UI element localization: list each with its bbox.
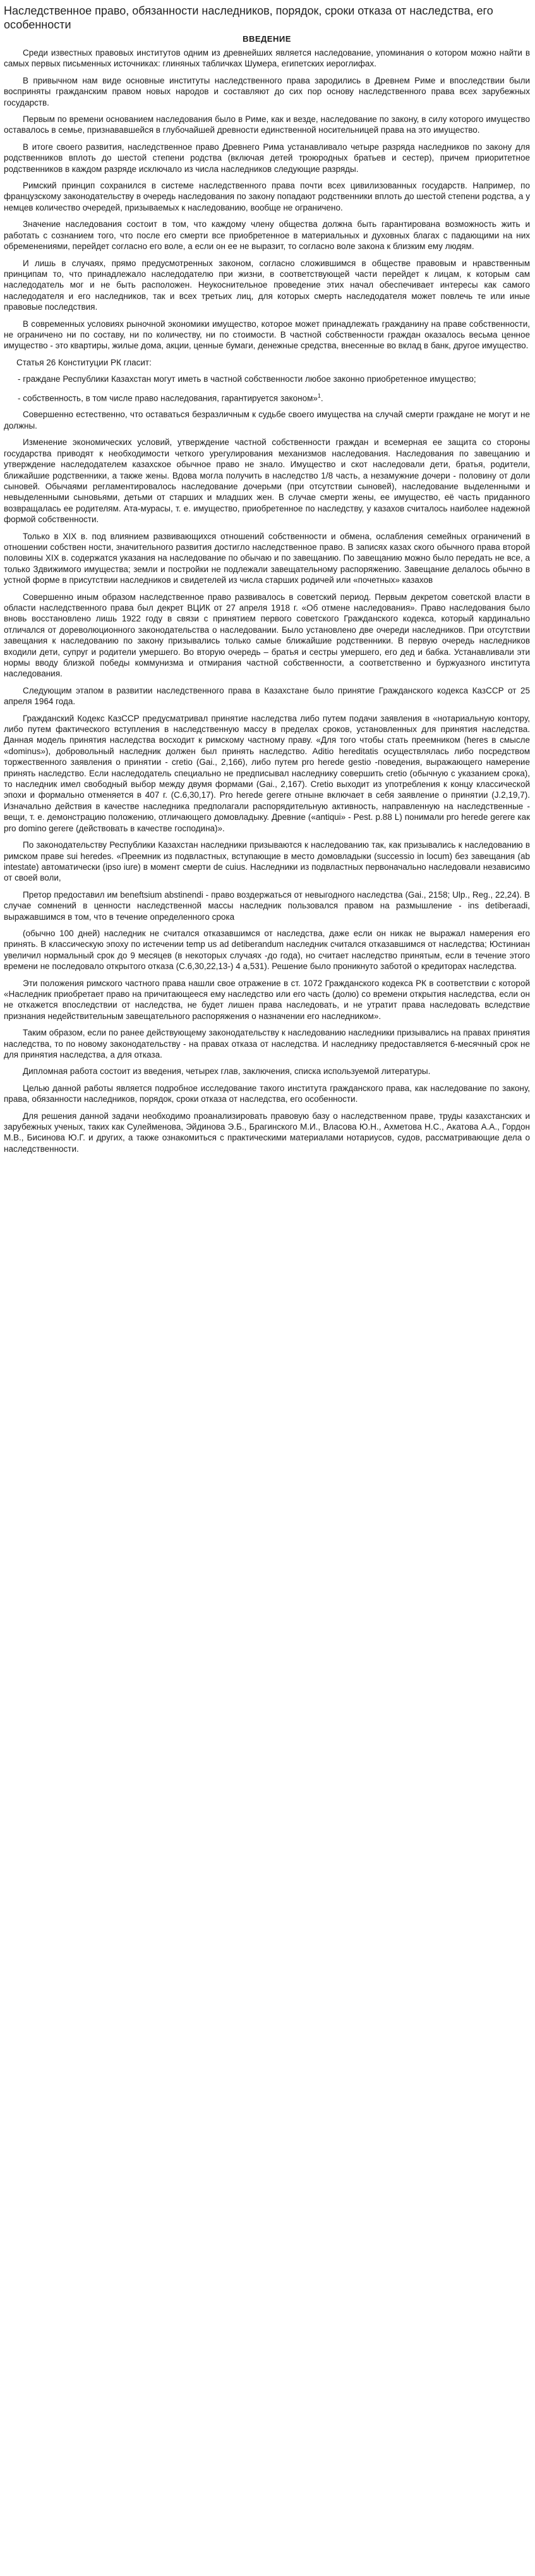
list-item-1: - граждане Республики Казахстан могут иметь в частной собственности любое законно приобретенное имущество; (18, 374, 476, 384)
footnote-marker: 1 (317, 392, 321, 399)
paragraph-12: Совершенно естественно, что оставаться безразличным к судьбе своего имущества на случай смерти граждане не могут и не должны. (4, 410, 530, 430)
paragraph-4: В итоге своего развития, наследственное право Древнего Рима устанавливало четыре разряда наследников по закону для родственников вплоть до шестой степени родства (включая детей троюродных братьев и сестер), причем приоритетное родственников в каждом разряде исключало из числа наследников следующие разряды. (4, 142, 530, 174)
paragraph-3: Первым по времени основанием наследования было в Риме, как и везде, наследование по закону, в силу которого имущество оставалось в семье, признававшейся в глубочайшей древности единственной носительницей права на это имущество. (4, 114, 530, 135)
paragraph-8: В современных условиях рыночной экономики имущество, которое может принадлежать гражданину на праве собственности, не ограничено ни по составу, ни по количеству, ни по стоимости. В частной собственности граждан оказалось весьма ценное имущество - это квартиры, жилые дома, акции, ценные бумаги, денежные средства, внесенные во вклад в банк, другое имущество. (4, 319, 530, 351)
paragraph-15: Совершенно иным образом наследственное право развивалось в советский период. Первым декретом советской власти в области наследственного права был декрет ВЦИК от 27 апреля 1918 г. «Об отмене наследования». Право наследования было вновь восстановлено лишь 1922 году в связи с принятием первого советского Гражданского кодекса, который кардинально отличался от дореволюционного законодательства о наследовании. Было установлено две очереди наследников. При отсутствии завещания к наследованию по закону призывались только самые ближайшие родственники. В первую очередь наследников входили дети, супруг и родители умершего. Во вторую очередь – братья и сестры умершего, его дед и бабка. Устанавливали эти нормы вводу близкой победы коммунизма и отмирания частной собственности, а соответственно и буржуазного института наследования. (4, 592, 530, 679)
paragraph-1: Среди известных правовых институтов одним из древнейших является наследование, упоминания о котором можно найти в самых первых письменных источниках: глиняных табличках Шумера, египетских иероглифах. (4, 48, 530, 69)
list-item-2 (4, 391, 530, 404)
paragraph-21: Эти положения римского частного права нашли свое отражение в ст. 1072 Гражданского кодекса РК в соответствии с которой «Наследник приобретает право на причитающееся ему наследство или его часть (долю) со времени открытия наследства, если он не откажется впоследствии от наследства, не будет лишен права наследовать, и не утратит права наследовать вследствие признания недействительным завещательного распоряжения о назначении его наследником». (4, 978, 530, 1021)
section-heading: ВВЕДЕНИЕ (243, 34, 291, 44)
paragraph-constitution: Статья 26 Конституции РК гласит: (16, 357, 152, 367)
paragraph-23: Дипломная работа состоит из введения, четырех глав, заключения, списка используемой литературы. (23, 1066, 431, 1077)
paragraph-6: Значение наследования состоит в том, что каждому члену общества должна быть гарантирована возможность жить и работать с сознанием того, что после его смерти все приобретенное в материальных и духовных благах с падающими на них обременениями, перейдет согласно его воле, а если он ее не выразит, то согласно воле закона к близким ему людям. (4, 219, 530, 252)
paragraph-5: Римский принцип сохранился в системе наследственного права почти всех цивилизованных государств. Например, по французскому законодательству в очередь наследования по закону попадают родственники вплоть до шестой степени родства, а у немцев количество очередей, призываемых к наследованию, вообще не ограничено. (4, 181, 530, 212)
paragraph-16: Следующим этапом в развитии наследственного права в Казахстане было принятие Гражданского кодекса КазССР от 25 апреля 1964 года. (4, 685, 530, 707)
paragraph-19: Претор предоставил им beneftsium abstinendi - право воздержаться от невыгодного наследства (Gai., 2158; Ulp., Reg., 22,24). В случае сомнений в ценности наследственной массы наследник пользовался правом на размышление - ins detiberaadi, выражавшимся в том, что в течение определенного срока (4, 889, 530, 922)
paragraph-17: Гражданский Кодекс КазССР предусматривал принятие наследства либо путем подачи заявления в «нотариальную контору, либо путем фактического вступления в наследственную массу в пределах сроков, установленных для принятия наследства. Данная модель принятия наследства восходит к римскому частному праву. «Для того чтобы стать преемником (heres в смысле «dominus»), добровольный наследник должен был принять наследство. Aditio hereditatis осуществлялась либо посредством торжественного заявления о принятии - cretio (Gai., 2,166), либо путем pro herede gestio -поведения, выражающего намерение принять наследство. Если наследодатель специально не предписывал наследнику совершить cretio (обычную с указанием срока), то наследник имел свободный выбор между двумя формами (Gai., 2,167). Cretio выходит из употребления к концу классической эпохи и формально отменяется в 407 г. (С.6,30,17). Pro herede gerere отныне включает в себя заявление о принятии (J.2,19,7). Изначально действия в качестве наследника предполагали распорядительную активность, направленную на наследственные - вещи, т. е. демонстрацию положению, отличающего домовладыку. Древние («antiqui» - Pest. p.88 L) понимали pro herede gerere как pro domino gerere (действовать в качестве господина)». (4, 713, 530, 833)
document-body (4, 47, 530, 1154)
paragraph-20: (обычно 100 дней) наследник не считался отказавшимся от наследства, даже если он никак не выражал намерения его принять. В классическую эпоху по истечении temp us ad detiberandum наследник считался отказавшимся от наследства; Юстиниан увеличил нормальный срок до 9 месяцев (в некоторых случаях -до года), но считает наследство принятым, если в течение этого времени не последовало открытого отказа (С.6,30,22,13-) 4 а,531). Решение было проникнуто заботой о кредиторах наследства. (4, 928, 530, 972)
list-item-2-text: - собственность, в том числе право наследования, гарантируется законом» (18, 393, 318, 403)
paragraph-14: Только в XIX в. под влиянием развивающихся отношений собственности и обмена, ослабления семейных ограничений в отношении собствен ности, значительного развития достигло наследственное право. В записях казах ского обычного права второй половины XIX в. содержатся указания на наследование по обычаю и по завещанию. По завещанию можно было передать не все, а только Здвижимого имущества; земли и постройки не подлежали завещательному распоряжению. Завещание делалось обычно в устной форме в присутствии наследников и свидетелей из числа старших родичей или «почетных» казахов (4, 531, 530, 585)
paragraph-25: Для решения данной задачи необходимо проанализировать правовую базу о наследственном праве, труды казахстанских и зарубежных ученых, таких как Сулейменова, Эйдинова Э.Б., Брагинского М.И., Власова Ю.Н., Ахметова Н.С., Акатова А.А., Гордон М.В., Бисинова Ю.Г. и других, а также ознакомиться с практическими материалами нотариусов, судов, рассматривающие дела о наследственности. (4, 1111, 530, 1154)
paragraph-18: По законодательству Республики Казахстан наследники призываются к наследованию так, как призывались к наследованию в римском праве sui heredes. «Преемник из подвластных, вступающие в место домовладыки (successio in locum) без завещания (ab intestate) автоматически (ipso iure) в момент смерти de cuius. Наследники из подвластных первоначально наследовали независимо от своей воли, (4, 840, 530, 883)
footnote-tail: . (320, 393, 323, 403)
paragraph-22: Таким образом, если по ранее действующему законодательству к наследованию наследники призывались на правах принятия наследства, то по новому законодательству - на правах отказа от наследства. И наследнику предоставляется 6-месячный срок не для принятия наследства, а для отказа. (4, 1028, 530, 1059)
document-page (0, 0, 535, 1166)
paragraph-7: И лишь в случаях, прямо предусмотренных законом, согласно сложившимся в обществе правовым и нравственным принципам то, что принадлежало наследодателю при жизни, в соответствующей части перейдет к лицам, к которым сам наследодатель мог и не быть расположен. Неукоснительное проведение этих начал обеспечивает интересы как самого наследодателя и его наследников, так и всех третьих лиц, для которых смерть наследодателя может повлечь те или иные правовые последствия. (4, 258, 530, 312)
paragraph-13: Изменение экономических условий, утверждение частной собственности граждан и всемерная ее защита со стороны государства приводят к необходимости четкого урегулирования механизмов наследования. Наследования по завещанию и утверждение наследодателем казахское обычное право не знало. Имущество и скот наследовали дети, братья, родители, ближайшие родственники, а также жены. Вдова могла получить в наследство 1/8 часть, а незамужние дочери - половину от доли сыновей. Обычаями регламентировалось наследование дочерьми (при отсутствии сыновей), наследование выделенными и невыделенными сыновьями, детьми от старших и младших жен. В случае смерти жены, ее имущество, её часть приданного возвращалась ее родителям. Ата-мурасы, т. е. имущество, приобретенное по наследству, у казахов считалось наиболее надежной формой собственности. (4, 437, 530, 525)
document-title: Наследственное право, обязанности наследников, порядок, сроки отказа от наследства, его особенности (4, 4, 493, 31)
paragraph-2: В привычном нам виде основные институты наследственного права зародились в Древнем Риме и впоследствии были восприняты гражданским правом новых народов и составляют до сих пор основу наследственного права всех зарубежных государств. (4, 75, 530, 107)
paragraph-24: Целью данной работы является подробное исследование такого института гражданского права, как наследование по закону, права, обязанности наследников, порядок, сроки отказа от наследства, его особенности. (4, 1083, 530, 1104)
